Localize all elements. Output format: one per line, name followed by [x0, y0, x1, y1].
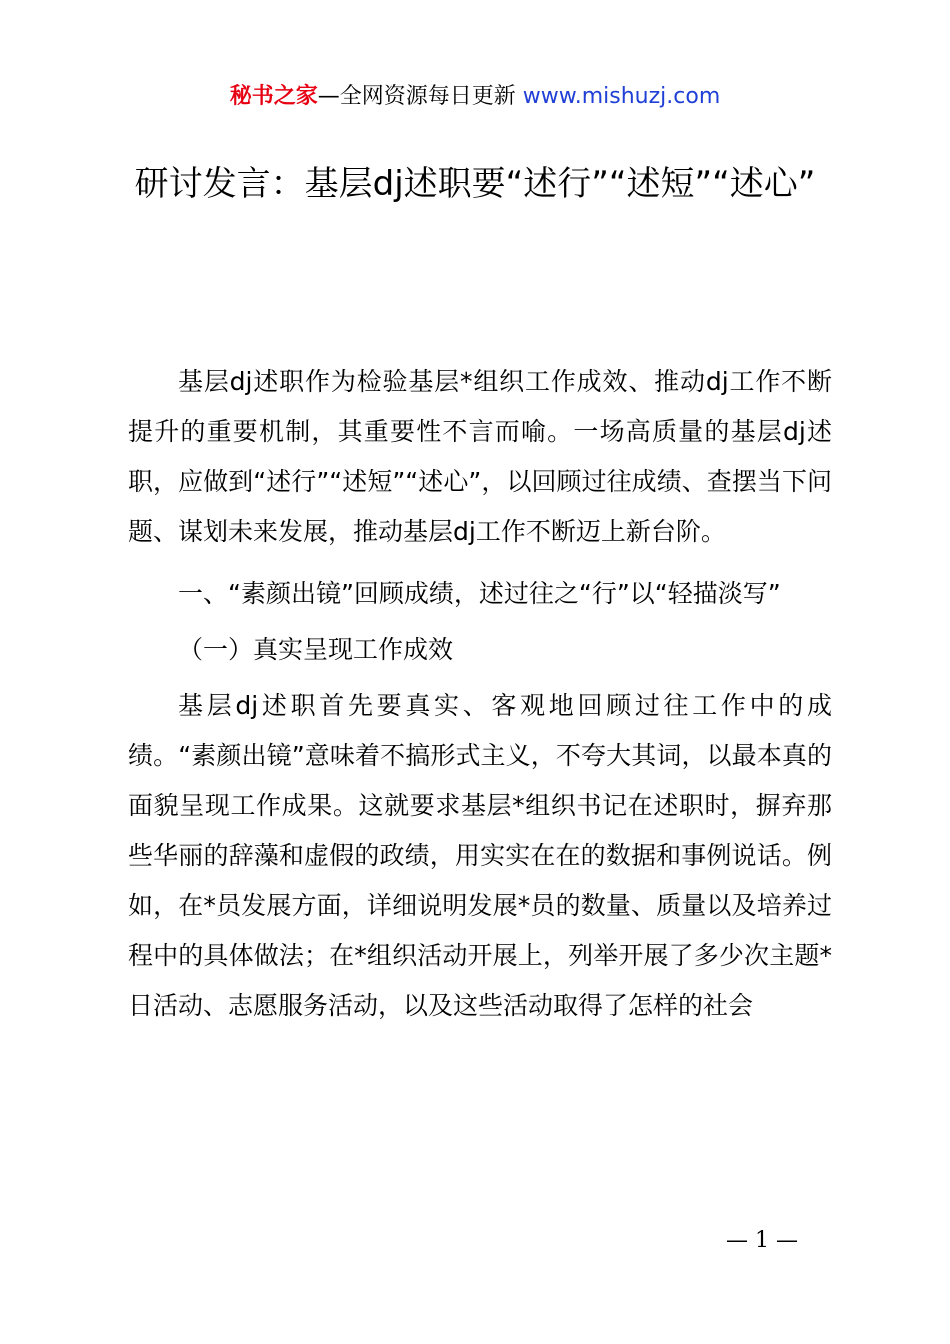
subsection-heading: （一）真实呈现工作成效 [178, 635, 454, 664]
document-title: 研讨发言：基层dj述职要“述行”“述短”“述心” [134, 164, 816, 204]
document-body [128, 357, 832, 1031]
banner-tagline: —全网资源每日更新 [317, 84, 523, 109]
intro-paragraph: 基层dj述职作为检验基层*组织工作成效、推动dj工作不断提升的重要机制，其重要性不言而喻。一场高质量的基层dj述职，应做到“述行”“述短”“述心”，以回顾过往成绩、查摆当下问题、谋划未来发展，推动基层dj工作不断迈上新台阶。 [128, 367, 832, 546]
brand-name: 秘书之家 [229, 84, 318, 109]
site-url-link[interactable]: www.mishuzj.com [522, 84, 721, 109]
page-number: — 1 — [726, 1228, 798, 1253]
site-banner [0, 82, 950, 112]
section-heading: 一、“素颜出镜”回顾成绩，述过往之“行”以“轻描淡写” [178, 579, 781, 608]
body-paragraph: 基层dj述职首先要真实、客观地回顾过往工作中的成绩。“素颜出镜”意味着不搞形式主义，不夸大其词，以最本真的面貌呈现工作成果。这就要求基层*组织书记在述职时，摒弃那些华丽的辞藻和虚假的政绩，用实实在在的数据和事例说话。例如，在*员发展方面，详细说明发展*员的数量、质量以及培养过程中的具体做法；在*组织活动开展上，列举开展了多少次主题*日活动、志愿服务活动，以及这些活动取得了怎样的社会 [128, 691, 832, 1020]
